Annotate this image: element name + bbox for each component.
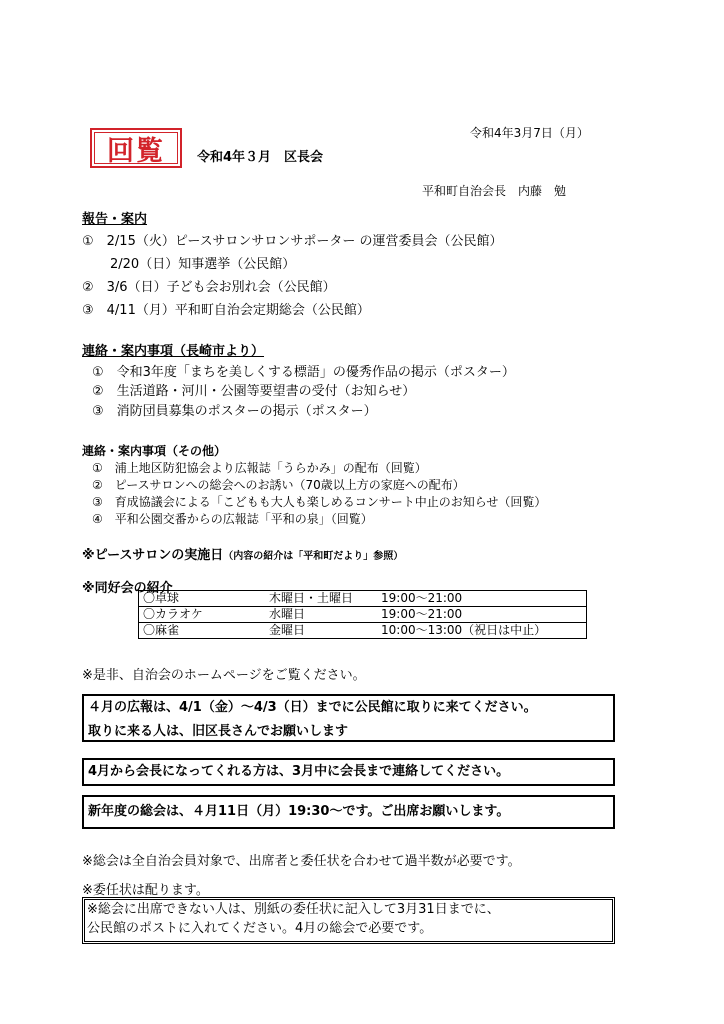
homepage-note: ※是非、自治会のホームページをご覧ください。 bbox=[82, 668, 366, 683]
circulation-stamp: 回覧 bbox=[90, 128, 182, 168]
newsletter-box bbox=[82, 694, 615, 742]
chairman-box bbox=[82, 758, 615, 786]
table-row bbox=[139, 607, 587, 623]
other-item: ④ 平和公園交番からの広報誌「平和の泉」（回覧） bbox=[92, 512, 373, 526]
table-row bbox=[139, 591, 587, 607]
hobby-time: 19:00～21:00 bbox=[377, 591, 587, 607]
absent-line: ※総会に出席できない人は、別紙の委任状に記入して3月31日までに、 bbox=[87, 902, 500, 917]
other-heading: 連絡・案内事項（その他） bbox=[82, 444, 227, 458]
report-item: 2/20（日）知事選挙（公民館） bbox=[110, 257, 296, 272]
document-date: 令和4年3月7日（月） bbox=[470, 126, 589, 140]
newsletter-line: 取りに来る人は、旧区長さんでお願いします bbox=[88, 724, 349, 739]
nagasaki-heading: 連絡・案内事項（長崎市より） bbox=[82, 344, 265, 359]
report-item: ② 3/6（日）子ども会お別れ会（公民館） bbox=[82, 280, 336, 295]
reports-heading: 報告・案内 bbox=[82, 212, 148, 227]
hobby-day: 木曜日・土曜日 bbox=[265, 591, 377, 607]
hobby-name: 〇カラオケ bbox=[139, 607, 266, 623]
absent-line: 公民館のポストに入れてください。4月の総会で必要です。 bbox=[87, 921, 433, 936]
meeting-box bbox=[82, 795, 615, 829]
hobby-name: 〇卓球 bbox=[139, 591, 266, 607]
table-row bbox=[139, 623, 587, 639]
report-item: ① 2/15（火）ピースサロンサロンサポーター の運営委員会（公民館） bbox=[82, 234, 503, 249]
hobby-table bbox=[138, 590, 587, 639]
peace-salon-line bbox=[82, 544, 403, 563]
hobby-day: 水曜日 bbox=[265, 607, 377, 623]
nagasaki-item: ③ 消防団員募集のポスターの掲示（ポスター） bbox=[92, 404, 377, 419]
newsletter-line: ４月の広報は、4/1（金）～4/3（日）までに公民館に取りに来てください。 bbox=[88, 700, 537, 715]
quorum-note: ※総会は全自治会員対象で、出席者と委任状を合わせて過半数が必要です。 bbox=[82, 854, 521, 869]
other-item: ② ピースサロンへの総会へのお誘い（70歳以上方の家庭への配布） bbox=[92, 478, 465, 492]
other-item: ① 浦上地区防犯協会より広報誌「うらかみ」の配布（回覧） bbox=[92, 461, 427, 475]
other-item: ③ 育成協議会による「こどもも大人も楽しめるコンサート中止のお知らせ（回覧） bbox=[92, 495, 547, 509]
absent-box bbox=[82, 897, 615, 944]
hobby-day: 金曜日 bbox=[265, 623, 377, 639]
meeting-line: 新年度の総会は、４月11日（月）19:30～です。ご出席お願いします。 bbox=[88, 804, 510, 819]
nagasaki-item: ② 生活道路・河川・公園等要望書の受付（お知らせ） bbox=[92, 384, 416, 399]
hobby-heading: ※同好会の紹介 bbox=[82, 581, 173, 596]
hobby-time: 19:00～21:00 bbox=[377, 607, 587, 623]
document-author: 平和町自治会長 内藤 勉 bbox=[422, 184, 567, 198]
peace-salon-note: （内容の紹介は「平和町だより」参照） bbox=[223, 551, 404, 562]
nagasaki-item: ① 令和3年度「まちを美しくする標語」の優秀作品の掲示（ポスター） bbox=[92, 365, 515, 380]
hobby-name: 〇麻雀 bbox=[139, 623, 266, 639]
report-item: ③ 4/11（月）平和町自治会定期総会（公民館） bbox=[82, 303, 370, 318]
hobby-time: 10:00～13:00（祝日は中止） bbox=[377, 623, 587, 639]
chairman-line: 4月から会長になってくれる方は、3月中に会長まで連絡してください。 bbox=[88, 764, 510, 779]
peace-salon-title: ※ピースサロンの実施日 bbox=[82, 548, 224, 563]
proxy-note: ※委任状は配ります。 bbox=[82, 883, 209, 898]
document-title: 令和4年３月 区長会 bbox=[197, 150, 324, 165]
